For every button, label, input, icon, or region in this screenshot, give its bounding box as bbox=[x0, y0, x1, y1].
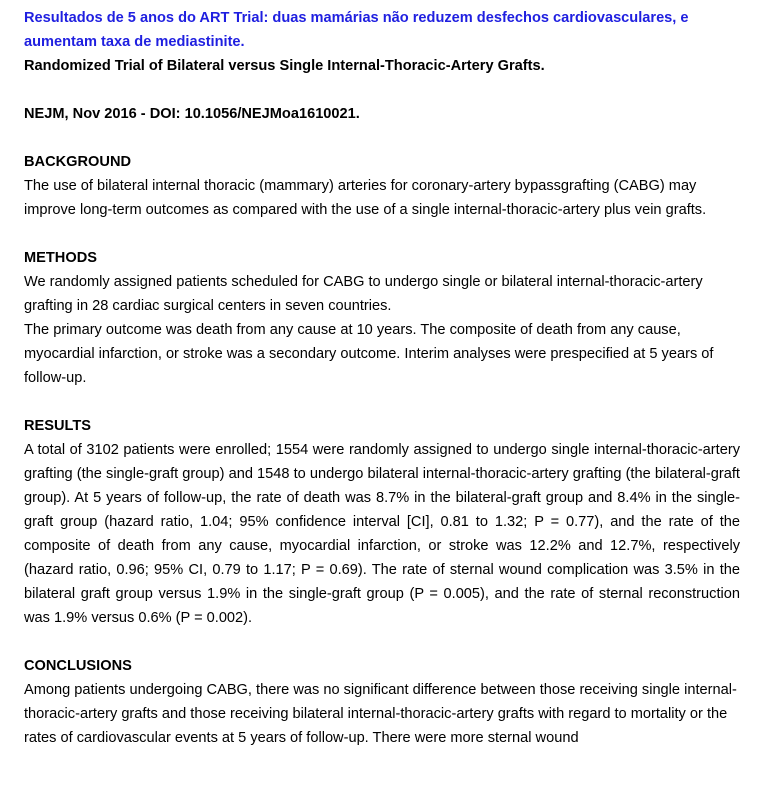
article-title: Randomized Trial of Bilateral versus Single Internal-Thoracic-Artery Grafts. bbox=[24, 58, 545, 74]
methods-heading: METHODS bbox=[24, 250, 97, 266]
methods-paragraph-2: The primary outcome was death from any cause at 10 years. The composite of death from any cause, myocardial infarction, or stroke was a secondary outcome. Interim analyses were prespecified at 5 years of follow-up. bbox=[24, 322, 714, 386]
conclusions-heading: CONCLUSIONS bbox=[24, 658, 132, 674]
background-section bbox=[24, 150, 740, 222]
background-heading: BACKGROUND bbox=[24, 154, 132, 170]
background-text: The use of bilateral internal thoracic (mammary) arteries for coronary-artery bypassgrafting (CABG) may improve long-term outcomes as compared with the use of a single internal-thoracic-artery plus vein grafts. bbox=[24, 178, 707, 218]
results-section bbox=[24, 414, 740, 630]
methods-section bbox=[24, 246, 740, 390]
results-heading: RESULTS bbox=[24, 418, 92, 434]
conclusions-section bbox=[24, 654, 740, 750]
results-text: A total of 3102 patients were enrolled; 1554 were randomly assigned to undergo single internal-thoracic-artery grafting (the single-graft group) and 1548 to undergo bilateral internal-thoracic-artery grafting (the bilateral-graft group). At 5 years of follow-up, the rate of death was 8.7% in the bilateral-graft group and 8.4% in the single-graft group (hazard ratio, 1.04; 95% confidence interval [CI], 0.81 to 1.32; P = 0.77), and the rate of the composite of death from any cause, myocardial infarction, or stroke was 12.2% and 12.7%, respectively (hazard ratio, 0.96; 95% CI, 0.79 to 1.17; P = 0.69). The rate of sternal wound complication was 3.5% in the bilateral graft group versus 1.9% in the single-graft group (P = 0.005), and the rate of sternal reconstruction was 1.9% versus 0.6% (P = 0.002). bbox=[24, 442, 740, 626]
journal-citation: NEJM, Nov 2016 - DOI: 10.1056/NEJMoa1610021. bbox=[24, 106, 360, 122]
conclusions-text: Among patients undergoing CABG, there was no significant difference between those receiving single internal-thoracic-artery grafts and those receiving bilateral internal-thoracic-artery grafts with regard to mortality or the rates of cardiovascular events at 5 years of follow-up. There were more sternal wound bbox=[24, 682, 737, 746]
portuguese-headline: Resultados de 5 anos do ART Trial: duas mamárias não reduzem desfechos cardiovasculares, e aumentam taxa de mediastinite. bbox=[24, 10, 689, 50]
document-page bbox=[24, 6, 740, 750]
methods-paragraph-1: We randomly assigned patients scheduled for CABG to undergo single or bilateral internal-thoracic-artery grafting in 28 cardiac surgical centers in seven countries. bbox=[24, 274, 703, 314]
